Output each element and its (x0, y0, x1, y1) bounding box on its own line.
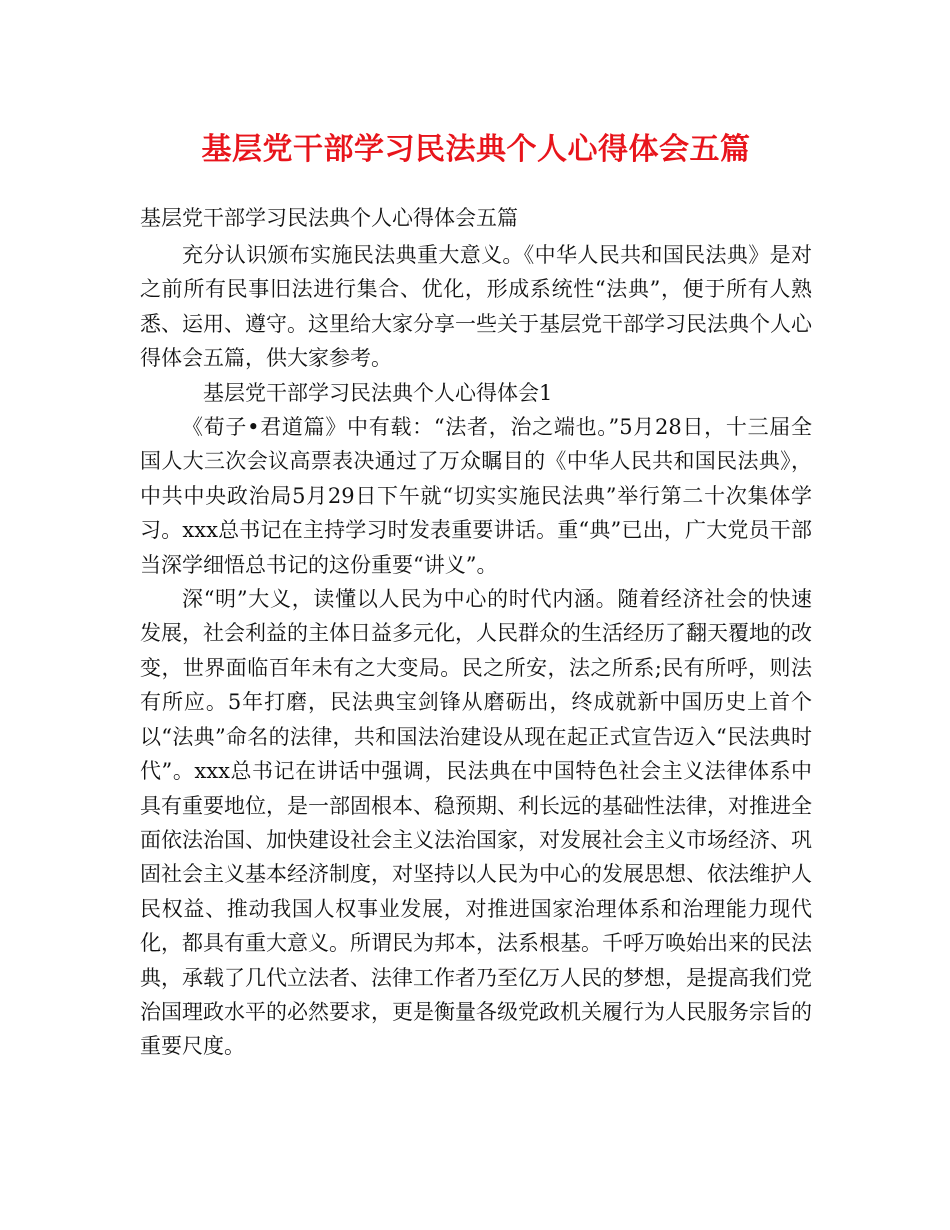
section-heading-1: 基层党干部学习民法典个人心得体会1 (203, 380, 553, 405)
document-title: 基层党干部学习民法典个人心得体会五篇 (201, 132, 751, 167)
document-body (140, 238, 812, 1064)
intro-paragraph: 充分认识颁布实施民法典重大意义。《中华人民共和国民法典》是对之前所有民事旧法进行集合、优化，形成系统性“法典”，便于所有人熟悉、运用、遵守。这里给大家分享一些关于基层党干部学习民法典个人心得体会五篇，供大家参考。 (140, 243, 812, 371)
body-paragraph-1: 《荀子•君道篇》中有载：“法者，治之端也。”5月28日，十三届全国人大三次会议高票表决通过了万众瞩目的《中华人民共和国民法典》，中共中央政治局5月29日下午就“切实实施民法典”举行第二十次集体学习。xxx总书记在主持学习时发表重要讲话。重“典”已出，广大党员干部当深学细悟总书记的这份重要“讲义”。 (140, 415, 812, 577)
body-paragraph-2: 深“明”大义，读懂以人民为中心的时代内涵。随着经济社会的快速发展，社会利益的主体日益多元化，人民群众的生活经历了翻天覆地的改变，世界面临百年未有之大变局。民之所安，法之所系;民有所呼，则法有所应。5年打磨，民法典宝剑锋从磨砺出，终成就新中国历史上首个以“法典”命名的法律，共和国法治建设从现在起正式宣告迈入“民法典时代”。xxx总书记在讲话中强调，民法典在中国特色社会主义法律体系中具有重要地位，是一部固根本、稳预期、利长远的基础性法律，对推进全面依法治国、加快建设社会主义法治国家，对发展社会主义市场经济、巩固社会主义基本经济制度，对坚持以人民为中心的发展思想、依法维护人民权益、推动我国人权事业发展，对推进国家治理体系和治理能力现代化，都具有重大意义。所谓民为邦本，法系根基。千呼万唤始出来的民法典，承载了几代立法者、法律工作者乃至亿万人民的梦想，是提高我们党治国理政水平的必然要求，更是衡量各级党政机关履行为人民服务宗旨的重要尺度。 (140, 587, 812, 1059)
document-subtitle: 基层党干部学习民法典个人心得体会五篇 (140, 206, 518, 230)
document-page (140, 0, 812, 1230)
